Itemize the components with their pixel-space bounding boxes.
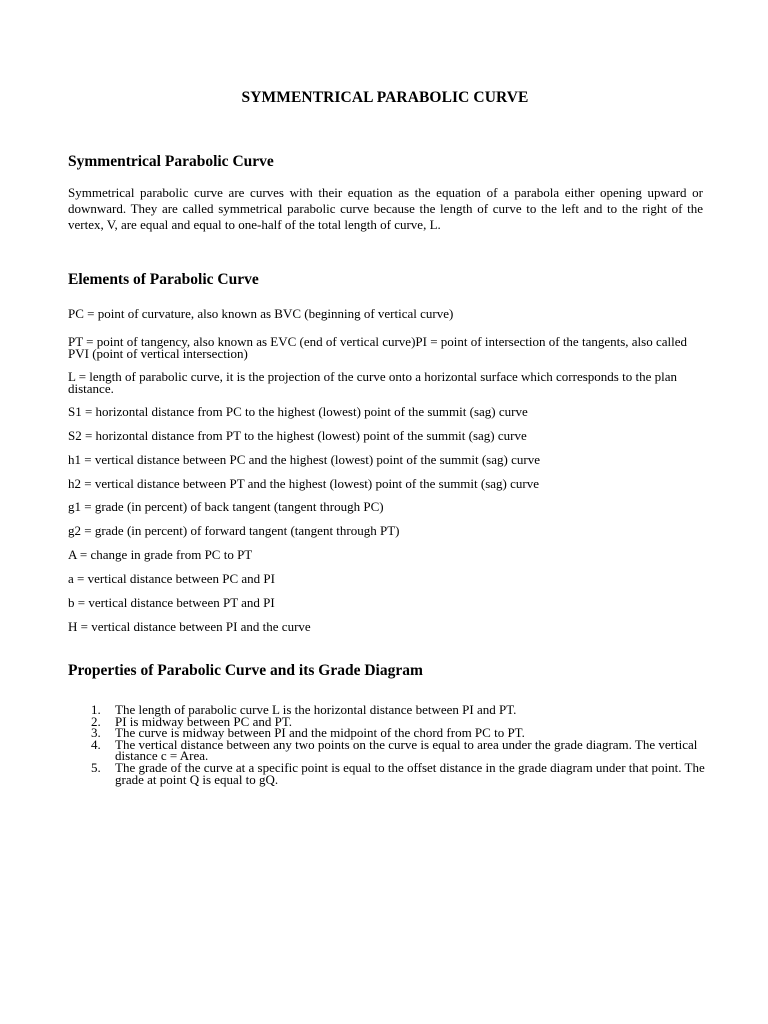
section-heading-properties: Properties of Parabolic Curve and its Grade Diagram (68, 662, 423, 679)
list-item-number: 1. (91, 702, 101, 717)
list-item-text: The grade of the curve at a specific point is equal to the offset distance in the grade diagram under that point. The grade at point Q is equal to gQ. (115, 759, 705, 787)
list-item-number: 3. (91, 725, 101, 741)
definition-g2: g2 = grade (in percent) of forward tangent (tangent through PT) (68, 523, 400, 538)
definition-h: H = vertical distance between PI and the curve (68, 619, 311, 634)
definition-a-grade: A = change in grade from PC to PT (68, 547, 253, 562)
list-item-text: The length of parabolic curve L is the horizontal distance between PI and PT. (115, 702, 517, 717)
definition-b: b = vertical distance between PT and PI (68, 595, 275, 610)
definition-h2: h2 = vertical distance between PT and the highest (lowest) point of the summit (sag) curve (68, 476, 539, 491)
list-item-text: PI is midway between PC and PT. (115, 713, 293, 729)
properties-list (68, 704, 708, 785)
list-item (68, 736, 708, 764)
list-item-number: 4. (91, 736, 101, 752)
definition-pt: PT = point of tangency, also known as EVC (end of vertical curve)PI = point of intersection of the tangents, also called PVI (point of vertical intersection) (68, 334, 688, 361)
definition-s2: S2 = horizontal distance from PT to the highest (lowest) point of the summit (sag) curve (68, 428, 527, 443)
definition-a-distance: a = vertical distance between PC and PI (68, 571, 275, 586)
list-item-text: The curve is midway between PI and the midpoint of the chord from PC to PT. (115, 725, 525, 741)
section-heading-elements: Elements of Parabolic Curve (68, 271, 259, 288)
definition-h1: h1 = vertical distance between PC and the highest (lowest) point of the summit (sag) curve (68, 452, 540, 467)
section-paragraph: Symmetrical parabolic curve are curves with their equation as the equation of a parabola either opening upward or downward. They are called symmetrical parabolic curve because the length of curve to the left and to the right of the vertex, V, are equal and equal to one-half of the total length of curve, L. (68, 185, 703, 232)
definition-s1: S1 = horizontal distance from PC to the highest (lowest) point of the summit (sag) curve (68, 404, 528, 419)
list-item (68, 759, 708, 787)
section-heading-symmetrical: Symmentrical Parabolic Curve (68, 153, 274, 170)
document-title: SYMMENTRICAL PARABOLIC CURVE (241, 89, 529, 106)
definition-l: L = length of parabolic curve, it is the projection of the curve onto a horizontal surface which corresponds to the plan distance. (68, 369, 677, 396)
definition-g1: g1 = grade (in percent) of back tangent (tangent through PC) (68, 499, 384, 514)
definition-pc: PC = point of curvature, also known as BVC (beginning of vertical curve) (68, 306, 454, 321)
list-item-number: 2. (91, 713, 101, 729)
list-item-number: 5. (91, 759, 101, 775)
list-item-text: The vertical distance between any two points on the curve is equal to area under the grade diagram. The vertical distance c = Area. (115, 736, 698, 764)
